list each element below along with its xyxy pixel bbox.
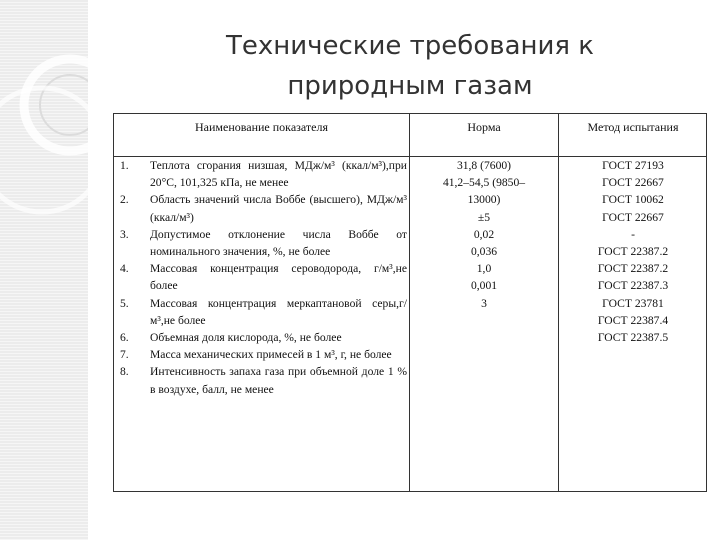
norm-value: 1,0 bbox=[476, 262, 492, 276]
norm-value: 0,001 bbox=[470, 279, 498, 293]
indicator-number: 2. bbox=[120, 193, 129, 207]
title-line-2: природным газам bbox=[287, 71, 533, 101]
indicator-number: 8. bbox=[120, 365, 129, 379]
method-value: ГОСТ 22387.5 bbox=[597, 331, 669, 345]
header-method: Метод испытания bbox=[587, 120, 679, 134]
method-value: ГОСТ 22387.4 bbox=[597, 313, 669, 327]
norm-value: 0,036 bbox=[470, 245, 498, 259]
indicator-number: 1. bbox=[120, 159, 129, 172]
requirements-table bbox=[113, 113, 707, 492]
method-value: ГОСТ 22667 bbox=[602, 210, 664, 224]
indicator-number: 7. bbox=[120, 348, 129, 362]
indicator-item bbox=[120, 346, 407, 363]
indicator-number: 3. bbox=[120, 227, 129, 241]
indicator-item bbox=[120, 157, 407, 191]
method-value: ГОСТ 22667 bbox=[602, 176, 664, 190]
indicator-text: Интенсивность запаха газа при объемной доле 1 % в воздухе, балл, не менее bbox=[150, 365, 407, 396]
indicator-number: 4. bbox=[120, 262, 129, 276]
indicator-text: Объемная доля кислорода, %, не более bbox=[150, 331, 342, 345]
indicator-item bbox=[120, 226, 407, 260]
method-value: ГОСТ 22387.2 bbox=[597, 245, 669, 259]
indicator-item bbox=[120, 260, 407, 294]
indicator-text: Теплота сгорания низшая, МДж/м³ (ккал/м³),при 20°С, 101,325 кПа, не менее bbox=[150, 159, 407, 190]
indicator-number: 6. bbox=[120, 331, 129, 345]
indicator-list bbox=[120, 157, 407, 398]
title-line-1: Технические требования к bbox=[225, 31, 595, 61]
header-indicator: Наименование показателя bbox=[195, 120, 328, 134]
page-title bbox=[150, 26, 670, 106]
norm-value: 41,2–54,5 (9850– bbox=[442, 176, 526, 190]
norm-value: ±5 bbox=[477, 210, 491, 224]
method-value: ГОСТ 10062 bbox=[602, 193, 664, 207]
indicator-item bbox=[120, 363, 407, 397]
method-value: ГОСТ 27193 bbox=[602, 159, 664, 172]
norm-value: 13000) bbox=[467, 193, 501, 207]
indicator-item bbox=[120, 329, 407, 346]
decorative-circles bbox=[0, 0, 88, 540]
indicator-item bbox=[120, 191, 407, 225]
indicator-text: Массовая концентрация сероводорода, г/м³,не более bbox=[150, 262, 407, 293]
indicator-text: Масса механических примесей в 1 м³, г, не более bbox=[150, 348, 392, 362]
indicator-text: Допустимое отклонение числа Воббе от номинального значения, %, не более bbox=[150, 227, 407, 259]
indicator-item bbox=[120, 295, 407, 329]
indicator-text: Массовая концентрация меркаптановой серы,г/м³,не более bbox=[150, 296, 407, 327]
method-value: ГОСТ 22387.3 bbox=[597, 279, 669, 293]
header-norm: Норма bbox=[467, 120, 501, 134]
decorative-side-strip bbox=[0, 0, 88, 540]
method-value: ГОСТ 22387.2 bbox=[597, 262, 669, 276]
norm-list bbox=[410, 157, 558, 312]
method-list bbox=[559, 157, 707, 346]
norm-value: 0,02 bbox=[473, 227, 495, 241]
method-value: ГОСТ 23781 bbox=[602, 296, 664, 310]
indicator-text: Область значений числа Воббе (высшего), МДж/м³ (ккал/м³) bbox=[150, 193, 407, 224]
norm-value: 3 bbox=[481, 296, 487, 310]
norm-value: 31,8 (7600) bbox=[456, 159, 512, 172]
method-value: - bbox=[631, 227, 635, 241]
indicator-number: 5. bbox=[120, 296, 129, 310]
